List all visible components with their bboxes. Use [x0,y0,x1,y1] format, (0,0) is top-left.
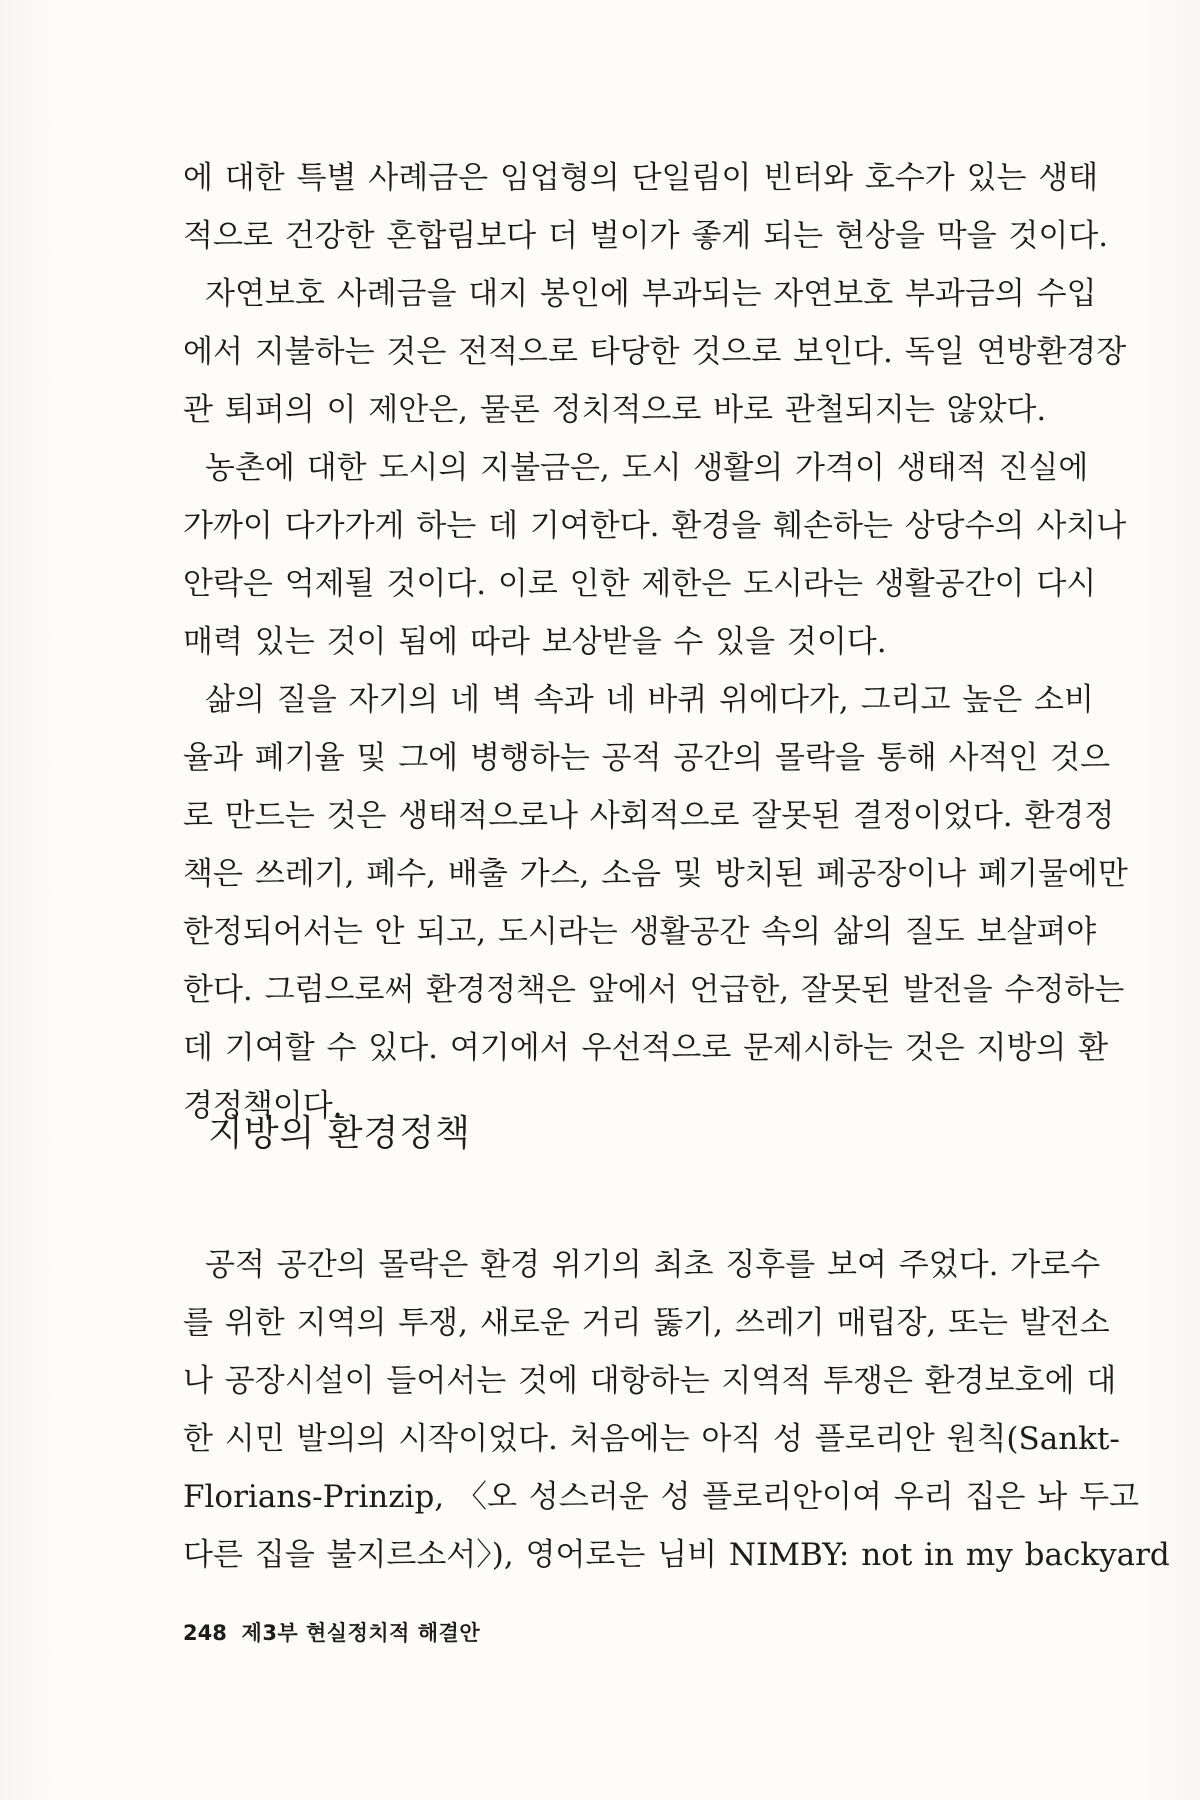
text-line: 로 만드는 것은 생태적으로나 사회적으로 잘못된 결정이었다. 환경정 [183,798,1115,834]
text-line: 적으로 건강한 혼합림보다 더 벌이가 좋게 되는 현상을 막을 것이다. [183,218,1109,254]
text-line: 한정되어서는 안 되고, 도시라는 생활공간 속의 삶의 질도 보살펴야 [183,914,1097,950]
section-heading: 지방의 환경정책 [208,1113,471,1154]
text-line: 에 대한 특별 사례금은 임업형의 단일림이 빈터와 호수가 있는 생태 [183,160,1099,196]
running-footer-title: 제3부 현실정치적 해결안 [241,1621,481,1645]
text-line: 매력 있는 것이 됨에 따라 보상받을 수 있을 것이다. [183,624,887,660]
text-line: 율과 폐기율 및 그에 병행하는 공적 공간의 몰락을 통해 사적인 것으 [183,740,1111,776]
page-number: 248 [183,1621,227,1645]
text-line: 농촌에 대한 도시의 지불금은, 도시 생활의 가격이 생태적 진실에 [205,450,1089,486]
page-footer [183,1619,480,1647]
text-line: 데 기여할 수 있다. 여기에서 우선적으로 문제시하는 것은 지방의 환 [183,1030,1109,1066]
text-line: 공적 공간의 몰락은 환경 위기의 최초 징후를 보여 주었다. 가로수 [205,1247,1101,1283]
text-line: 가까이 다가가게 하는 데 기여한다. 환경을 훼손하는 상당수의 사치나 [183,508,1127,544]
text-line: 삶의 질을 자기의 네 벽 속과 네 바퀴 위에다가, 그리고 높은 소비 [205,682,1094,718]
text-line: 한 시민 발의의 시작이었다. 처음에는 아직 성 플로리안 원칙(Sankt- [183,1421,1120,1457]
text-line: 에서 지불하는 것은 전적으로 타당한 것으로 보인다. 독일 연방환경장 [183,334,1127,370]
text-line: 한다. 그럼으로써 환경정책은 앞에서 언급한, 잘못된 발전을 수정하는 [183,972,1125,1008]
text-line: 나 공장시설이 들어서는 것에 대항하는 지역적 투쟁은 환경보호에 대 [183,1363,1117,1399]
text-line: 경정책이다. [183,1088,343,1124]
text-line: 다른 집을 불지르소서〉), 영어로는 님비 NIMBY: not in my backyard [183,1537,1170,1573]
text-line: 를 위한 지역의 투쟁, 새로운 거리 뚫기, 쓰레기 매립장, 또는 발전소 [183,1305,1110,1341]
text-line: 관 퇴퍼의 이 제안은, 물론 정치적으로 바로 관철되지는 않았다. [183,392,1047,428]
text-line: 안락은 억제될 것이다. 이로 인한 제한은 도시라는 생활공간이 다시 [183,566,1097,602]
text-line: 자연보호 사례금을 대지 봉인에 부과되는 자연보호 부과금의 수입 [205,276,1097,312]
text-line: 책은 쓰레기, 폐수, 배출 가스, 소음 및 방치된 폐공장이나 폐기물에만 [183,856,1128,892]
text-line: Florians-Prinzip, 〈오 성스러운 성 플로리안이여 우리 집은 놔 두고 [183,1479,1139,1515]
